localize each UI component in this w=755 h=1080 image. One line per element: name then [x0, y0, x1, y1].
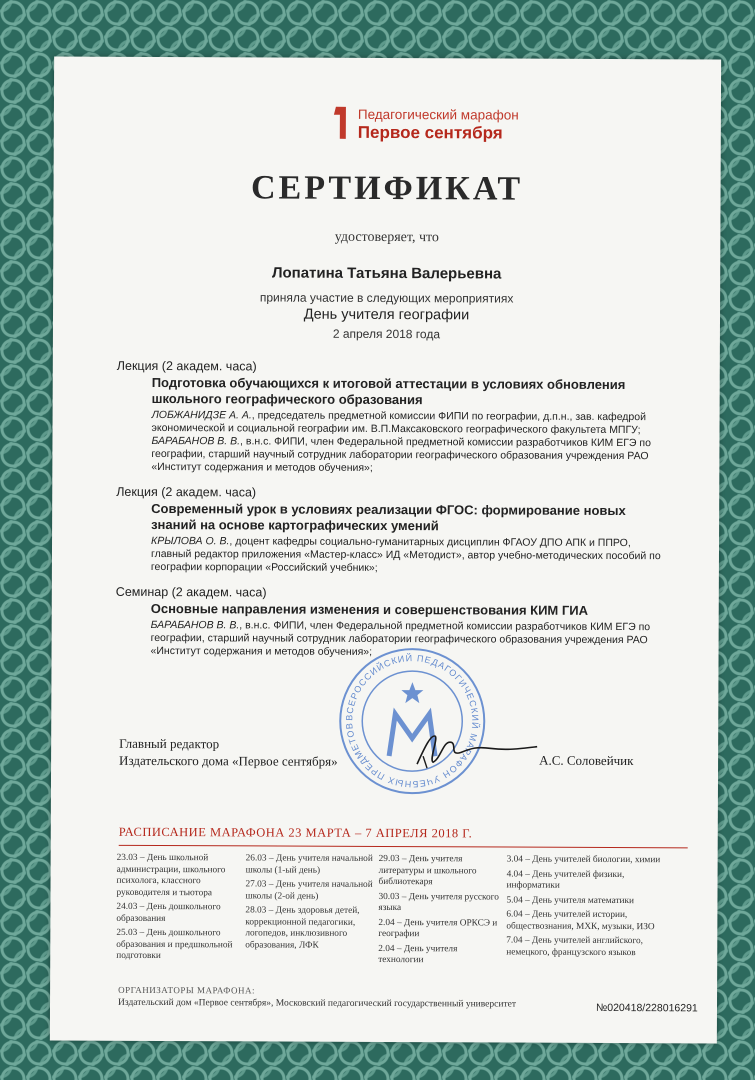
session-1 [116, 359, 696, 477]
logo-line1: Педагогический марафон [357, 106, 519, 123]
schedule-title: РАСПИСАНИЕ МАРАФОНА 23 МАРТА – 7 АПРЕЛЯ 2018 Г. [118, 824, 473, 841]
session-title-line: знаний на основе картографических умений [151, 516, 439, 534]
schedule-item: 5.04 – День учителя математики [506, 895, 635, 906]
schedule-column-4 [506, 855, 666, 963]
schedule-item: 25.03 – День дошкольного образования и предшкольной подготовки [116, 927, 233, 962]
schedule-column-1 [116, 853, 238, 966]
certificate-sheet [50, 57, 721, 1044]
speaker-line: ЛОБЖАНИДЗЕ А. А., председатель предметной комиссии ФИПИ по географии, д.п.н., зав. кафедрой [151, 408, 647, 424]
session-type: Лекция (2 академ. часа) [116, 358, 257, 374]
session-title [152, 375, 697, 409]
schedule-divider [119, 845, 688, 848]
handwritten-signature-icon [411, 726, 541, 771]
schedule-item: 29.03 – День учителя литературы и школьного библиотекаря [378, 853, 477, 888]
session-type: Лекция (2 академ. часа) [116, 484, 257, 500]
session-title-line: школьного географического образования [151, 390, 423, 408]
session-type: Семинар (2 академ. часа) [115, 584, 267, 600]
event-date: 2 апреля 2018 года [332, 326, 441, 342]
stamp-text: ВСЕРОССИЙСКИЙ ПЕДАГОГИЧЕСКИЙ МАРАФОН УЧЕБНЫХ ПРЕДМЕТОВ [344, 653, 481, 790]
schedule-item: 6.04 – День учителей истории, обществознания, МХК, музыки, ИЗО [506, 909, 655, 932]
session-title-line: Основные направления изменения и совершенствования КИМ ГИА [150, 600, 589, 618]
schedule-item: 27.03 – День учителя начальной школы (2-ой день) [245, 879, 373, 902]
certifies-text: удостоверяет, что [334, 229, 439, 246]
speaker-line: географии, старший научный сотрудник лаборатории географического образования учреждения РАО [151, 447, 649, 463]
schedule-item: 7.04 – День учителей английского, немецкого, французского языков [506, 935, 643, 958]
session-title-line: Подготовка обучающихся к итоговой аттестации в условиях обновления [151, 374, 626, 393]
event-name: День учителя географии [303, 306, 470, 324]
editor-line2: Издательского дома «Первое сентября» [119, 752, 338, 769]
schedule-item: 23.03 – День школьной администрации, школьного психолога, классного руководителя и тьютора [116, 852, 226, 898]
certificate-serial-number: №020418/228016291 [595, 1001, 698, 1015]
editor-line1: Главный редактор [119, 735, 220, 752]
editor-name: А.С. Соловейчик [539, 752, 634, 769]
speaker-line: главный редактор приложения «Мастер-класс» ИД «Методист», автор учебно-методических пособий по [150, 547, 661, 563]
organizers-text: Издательский дом «Первое сентября», Московский педагогический государственный университет [117, 997, 517, 1010]
participated-text: приняла участие в следующих мероприятиях [259, 290, 514, 306]
speaker-line: географии, старший научный сотрудник лаборатории географического образования учреждения РАО [150, 631, 648, 647]
speaker-line: «Институт содержания и методов обучения»; [150, 644, 373, 658]
schedule-item: 30.03 – День учителя русского языка [378, 891, 499, 914]
speaker-line: географии корпорации «Российский учебник»; [150, 560, 378, 574]
schedule-item: 2.04 – День учителя ОРКСЭ и географии [378, 917, 498, 940]
round-stamp-icon [337, 646, 488, 797]
speaker-line: экономической и социальной географии им. В.П.Максаковского географического факультета МПГУ; [151, 421, 641, 437]
certificate-title: СЕРТИФИКАТ [250, 169, 524, 208]
schedule-item: 28.03 – День здоровья детей, коррекционной педагогики, логопедов, инклюзивного образования, ЛФК [245, 905, 360, 951]
logo-line2: Первое сентября [357, 122, 503, 143]
session-title-line: Современный урок в условиях реализации ФГОС: формирование новых [151, 500, 626, 519]
schedule-column-3 [378, 854, 501, 970]
speaker-line: «Институт содержания и методов обучения»; [151, 460, 373, 474]
session-speakers [151, 535, 696, 576]
schedule-item: 2.04 – День учителя технологии [378, 943, 458, 966]
schedule-item: 24.03 – День дошкольного образования [116, 901, 221, 924]
session-title [151, 601, 696, 619]
organizers-label: ОРГАНИЗАТОРЫ МАРАФОНА: [118, 984, 256, 996]
session-speakers [151, 409, 696, 476]
speaker-line: КРЫЛОВА О. В., доцент кафедры социально-гуманитарных дисциплин ФГАОУ ДПО АПК и ППРО, [151, 534, 631, 550]
schedule-item: 26.03 – День учителя начальной школы (1-ый день) [245, 853, 373, 876]
speaker-line: БАРАБАНОВ В. В., в.н.с. ФИПИ, член Федеральной предметной комиссии разработчиков КИМ ЕГЭ по [150, 618, 651, 634]
recipient-name: Лопатина Татьяна Валерьевна [271, 264, 502, 283]
schedule-item: 3.04 – День учителей биологии, химии [506, 854, 661, 866]
speaker-line: БАРАБАНОВ В. В., в.н.с. ФИПИ, член Федеральной предметной комиссии разработчиков КИМ ЕГЭ по [151, 434, 651, 450]
schedule-column-2 [245, 853, 373, 955]
session-2 [116, 485, 696, 577]
schedule-item: 4.04 – День учителей физики, информатики [506, 869, 625, 891]
session-title [151, 501, 696, 535]
logo-1-mark-icon [332, 105, 350, 141]
editor-title [119, 735, 338, 770]
